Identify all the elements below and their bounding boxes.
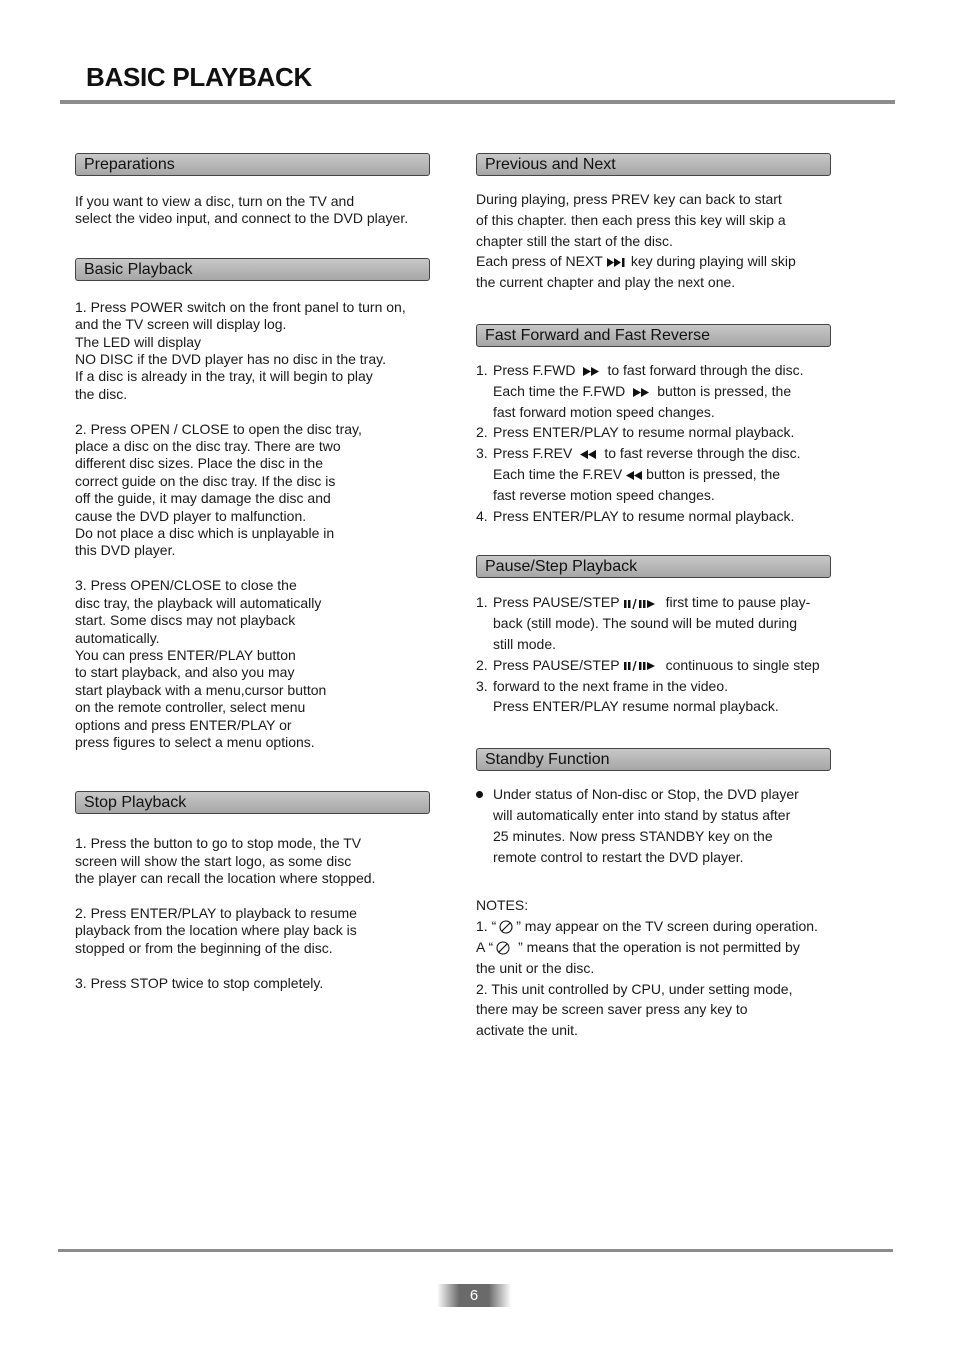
notes-title: NOTES: bbox=[476, 897, 529, 914]
text-line: screen will show the start logo, as some disc bbox=[75, 852, 352, 869]
text-line: the player can recall the location where stopped. bbox=[75, 870, 376, 887]
text-line: You can press ENTER/PLAY button bbox=[75, 646, 296, 663]
note-line: 2. This unit controlled by CPU, under setting mode, bbox=[476, 980, 793, 997]
text-line: playback from the location where play back is bbox=[75, 922, 357, 939]
section-header-preparations: Preparations bbox=[75, 153, 430, 176]
list-item: 1. Press PAUSE/STEP first time to pause play- back (still mode). The sound will be muted during still mode. bbox=[476, 594, 811, 652]
text-line: press figures to select a menu options. bbox=[75, 733, 315, 750]
prevnext-line: chapter still the start of the disc. bbox=[476, 232, 673, 249]
basic-step-2 bbox=[75, 421, 435, 560]
text-line: 2. Press OPEN / CLOSE to open the disc tray, bbox=[75, 420, 362, 437]
text-line: and the TV screen will display log. bbox=[75, 316, 287, 333]
fast-forward-list bbox=[476, 360, 846, 526]
section-header-previous-next: Previous and Next bbox=[476, 153, 831, 176]
prevnext-line: During playing, press PREV key can back to start bbox=[476, 191, 782, 207]
pause-step-icon bbox=[624, 661, 662, 671]
skip-next-icon bbox=[607, 258, 627, 267]
bullet-dot bbox=[476, 791, 483, 798]
text-line: remote control to restart the DVD player. bbox=[493, 848, 744, 865]
text-line: Under status of Non-disc or Stop, the DVD player bbox=[493, 786, 799, 803]
text-line: 1. Press the button to go to stop mode, the TV bbox=[75, 835, 362, 852]
text-line: start playback with a menu,cursor button bbox=[75, 681, 327, 698]
right-column bbox=[476, 153, 846, 1041]
text-line: the disc. bbox=[75, 385, 128, 402]
list-item: 2. Press PAUSE/STEP continuous to single step bbox=[476, 656, 820, 673]
note-line: the unit or the disc. bbox=[476, 959, 595, 976]
standby-bullet bbox=[476, 784, 846, 867]
text-line: automatically. bbox=[75, 629, 160, 646]
preparations-paragraph bbox=[75, 193, 435, 228]
stop-step-3 bbox=[75, 975, 435, 992]
list-item: 2. Press ENTER/PLAY to resume normal playback. bbox=[476, 424, 795, 441]
fast-reverse-icon bbox=[580, 450, 596, 459]
header-rule bbox=[60, 100, 895, 104]
text-line: different disc sizes. Place the disc in the bbox=[75, 455, 323, 472]
list-item: 4. Press ENTER/PLAY to resume normal playback. bbox=[476, 507, 795, 524]
pause-step-icon bbox=[624, 599, 662, 609]
prevnext-line: Each press of NEXT key during playing will skip bbox=[476, 253, 796, 270]
text-line: to start playback, and also you may bbox=[75, 664, 295, 681]
section-header-basic-playback: Basic Playback bbox=[75, 258, 430, 281]
section-header-fast-forward-reverse: Fast Forward and Fast Reverse bbox=[476, 324, 831, 347]
text-line: select the video input, and connect to the DVD player. bbox=[75, 210, 409, 227]
stop-step-1 bbox=[75, 835, 435, 887]
text-line: cause the DVD player to malfunction. bbox=[75, 507, 307, 524]
left-column bbox=[75, 153, 435, 992]
text-line: disc tray, the playback will automatically bbox=[75, 594, 322, 611]
list-item: 3. Press F.REV to fast reverse through the disc. Each time the F.REV button is pressed, the fast reverse motion speed changes. bbox=[476, 445, 801, 503]
fast-reverse-icon bbox=[626, 471, 642, 480]
text-line: options and press ENTER/PLAY or bbox=[75, 716, 292, 733]
text-line: off the guide, it may damage the disc and bbox=[75, 490, 331, 507]
fast-forward-icon bbox=[633, 388, 649, 397]
previous-next-text bbox=[476, 189, 846, 293]
prevnext-line: the current chapter and play the next one. bbox=[476, 274, 736, 291]
text-line: The LED will display bbox=[75, 333, 202, 350]
text-line: 1. Press POWER switch on the front panel to turn on, bbox=[75, 298, 406, 315]
text-line: NO DISC if the DVD player has no disc in the tray. bbox=[75, 351, 386, 368]
preparations-text bbox=[75, 193, 435, 228]
section-header-stop-playback: Stop Playback bbox=[75, 791, 430, 814]
text-line: 2. Press ENTER/PLAY to playback to resume bbox=[75, 904, 357, 921]
fast-forward-icon bbox=[583, 367, 599, 376]
note-line: there may be screen saver press any key to bbox=[476, 1001, 748, 1018]
text-line: correct guide on the disc tray. If the disc is bbox=[75, 472, 336, 489]
stop-playback-text bbox=[75, 835, 435, 992]
text-line: stopped or from the beginning of the disc. bbox=[75, 939, 333, 956]
basic-step-3 bbox=[75, 577, 435, 751]
text-line: 3. Press OPEN/CLOSE to close the bbox=[75, 577, 297, 594]
text-line: this DVD player. bbox=[75, 542, 176, 559]
notes-block bbox=[476, 895, 846, 1041]
section-header-standby: Standby Function bbox=[476, 748, 831, 771]
list-item: 3. forward to the next frame in the video. Press ENTER/PLAY resume normal playback. bbox=[476, 677, 779, 715]
note-line: activate the unit. bbox=[476, 1022, 578, 1039]
footer-rule bbox=[58, 1249, 893, 1252]
note-line: A “ ” means that the operation is not permitted by bbox=[476, 938, 800, 955]
standby-text bbox=[493, 784, 846, 867]
page-number: 6 bbox=[437, 1284, 511, 1307]
prohibited-circle-icon bbox=[499, 920, 513, 934]
text-line: will automatically enter into stand by status after bbox=[493, 806, 791, 823]
text-line: Do not place a disc which is unplayable in bbox=[75, 525, 335, 542]
text-line: If you want to view a disc, turn on the TV and bbox=[75, 193, 355, 209]
list-item: 1. Press F.FWD to fast forward through the disc. Each time the F.FWD button is pressed, the fast forward motion speed changes. bbox=[476, 361, 804, 420]
text-line: 3. Press STOP twice to stop completely. bbox=[75, 974, 324, 991]
text-line: 25 minutes. Now press STANDBY key on the bbox=[493, 827, 773, 844]
section-header-pause-step: Pause/Step Playback bbox=[476, 555, 831, 578]
text-line: If a disc is already in the tray, it will begin to play bbox=[75, 368, 373, 385]
basic-playback-text bbox=[75, 299, 435, 752]
text-line: start. Some discs may not playback bbox=[75, 612, 296, 629]
text-line: on the remote controller, select menu bbox=[75, 699, 306, 716]
page-title: BASIC PLAYBACK bbox=[86, 62, 312, 92]
note-line: 1. “ ” may appear on the TV screen during operation. bbox=[476, 918, 818, 935]
prohibited-circle-icon bbox=[496, 941, 510, 955]
pause-step-list bbox=[476, 592, 846, 717]
text-line: place a disc on the disc tray. There are two bbox=[75, 438, 341, 455]
prevnext-line: of this chapter. then each press this key will skip a bbox=[476, 211, 786, 228]
basic-step-1 bbox=[75, 299, 435, 403]
stop-step-2 bbox=[75, 905, 435, 957]
